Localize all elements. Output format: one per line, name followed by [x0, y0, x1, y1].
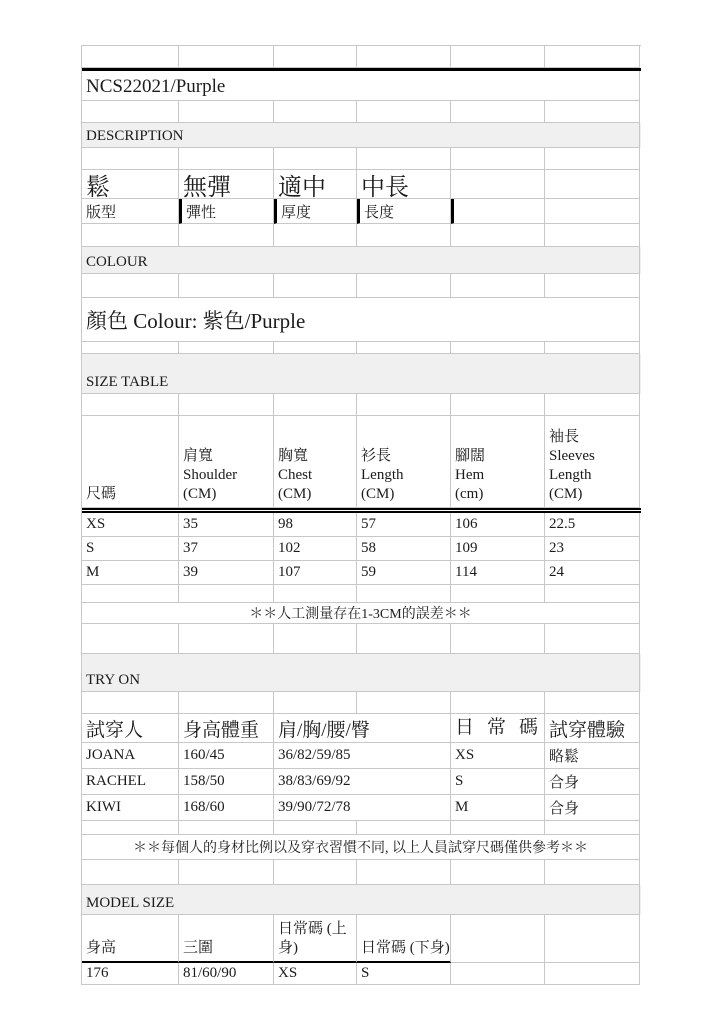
cell-hem: 114 [451, 561, 545, 585]
empty-row [82, 585, 641, 603]
attr-value: 適中 [274, 170, 357, 199]
section-header-label: SIZE TABLE [82, 354, 640, 394]
column-header: 身高體重 [179, 714, 274, 743]
cell-usual-size: M [451, 795, 545, 821]
size-table-section-header [82, 354, 641, 394]
empty-row [82, 860, 641, 885]
cell-model-measurements: 81/60/90 [179, 963, 274, 985]
attr-label: 厚度 [274, 199, 357, 224]
column-header: 身高 [82, 915, 179, 963]
cell-model-height: 176 [82, 963, 179, 985]
column-header: 胸寬 Chest (CM) [274, 416, 357, 508]
cell-chest: 98 [274, 513, 357, 537]
cell-height-weight: 160/45 [179, 743, 274, 769]
section-header-label: MODEL SIZE [82, 885, 640, 915]
attr-value: 鬆 [82, 170, 179, 199]
cell-fit-feedback: 合身 [545, 795, 640, 821]
attr-value: 無彈 [179, 170, 274, 199]
try-on-row [82, 743, 641, 769]
column-header: 尺碼 [82, 416, 179, 508]
try-on-header-row [82, 714, 641, 743]
column-header: 試穿人 [82, 714, 179, 743]
cell-usual-size: S [451, 769, 545, 795]
size-row-m [82, 561, 641, 585]
empty-row [82, 692, 641, 714]
empty-row [82, 224, 641, 247]
cell-size: M [82, 561, 179, 585]
cell-chest: 102 [274, 537, 357, 561]
empty-row [82, 148, 641, 170]
cell-chest: 107 [274, 561, 357, 585]
cell-sleeve: 24 [545, 561, 640, 585]
empty-row [82, 624, 641, 654]
product-spec-sheet [81, 45, 641, 985]
cell-fit-feedback: 合身 [545, 769, 640, 795]
model-size-section-header [82, 885, 641, 915]
cell-model-bottom-size: S [357, 963, 451, 985]
measurement-note: ＊＊人工測量存在1-3CM的誤差＊＊ [82, 603, 640, 624]
title-row [82, 68, 641, 101]
cell-tester: KIWI [82, 795, 179, 821]
cell-length: 59 [357, 561, 451, 585]
column-header: 腳闊 Hem (cm) [451, 416, 545, 508]
try-on-row [82, 795, 641, 821]
description-labels-row [82, 199, 641, 224]
cell-measurements: 38/83/69/92 [274, 769, 451, 795]
column-header: 試穿體驗 [545, 714, 640, 743]
colour-value-row [82, 298, 641, 342]
cell-sleeve: 22.5 [545, 513, 640, 537]
cell-shoulder: 37 [179, 537, 274, 561]
model-size-header-row [82, 915, 641, 963]
cell-tester: RACHEL [82, 769, 179, 795]
size-row-xs [82, 513, 641, 537]
cell-size: XS [82, 513, 179, 537]
product-title: NCS22021/Purple [82, 71, 640, 101]
empty-row [82, 821, 641, 835]
attr-label: 彈性 [179, 199, 274, 224]
column-header: 衫長 Length (CM) [357, 416, 451, 508]
colour-section-header [82, 247, 641, 274]
column-header: 日常碼 (上身) [274, 915, 357, 963]
cell-sleeve: 23 [545, 537, 640, 561]
cell-height-weight: 168/60 [179, 795, 274, 821]
cell-size: S [82, 537, 179, 561]
measurement-note-row [82, 603, 641, 624]
description-values-row [82, 170, 641, 199]
section-header-label: DESCRIPTION [82, 123, 640, 148]
column-header: 三圍 [179, 915, 274, 963]
cell-tester: JOANA [82, 743, 179, 769]
cell-height-weight: 158/50 [179, 769, 274, 795]
column-header: 日常碼 (下身) [357, 915, 451, 963]
section-header-label: TRY ON [82, 654, 640, 692]
empty-row [82, 342, 641, 354]
colour-value: 顏色 Colour: 紫色/Purple [82, 298, 640, 342]
size-row-s [82, 537, 641, 561]
cell-shoulder: 35 [179, 513, 274, 537]
column-header: 袖長 Sleeves Length (CM) [545, 416, 640, 508]
description-section-header [82, 123, 641, 148]
try-on-note: ＊＊每個人的身材比例以及穿衣習慣不同, 以上人員試穿尺碼僅供參考＊＊ [82, 835, 640, 860]
cell-hem: 106 [451, 513, 545, 537]
empty-row [82, 394, 641, 416]
cell-length: 57 [357, 513, 451, 537]
attr-label: 長度 [357, 199, 451, 224]
size-table-header-row [82, 416, 641, 513]
attr-label: 版型 [82, 199, 179, 224]
cell-shoulder: 39 [179, 561, 274, 585]
try-on-section-header [82, 654, 641, 692]
cell-model-top-size: XS [274, 963, 357, 985]
cell-measurements: 39/90/72/78 [274, 795, 451, 821]
try-on-note-row [82, 835, 641, 860]
cell-fit-feedback: 略鬆 [545, 743, 640, 769]
model-size-row [82, 963, 641, 985]
column-header: 日常碼 [451, 714, 545, 743]
empty-row [82, 101, 641, 123]
empty-row [82, 46, 641, 68]
column-header: 肩/胸/腰/臀 [274, 714, 451, 743]
empty-row [82, 274, 641, 298]
cell-length: 58 [357, 537, 451, 561]
cell-measurements: 36/82/59/85 [274, 743, 451, 769]
attr-value: 中長 [357, 170, 451, 199]
cell-usual-size: XS [451, 743, 545, 769]
try-on-row [82, 769, 641, 795]
column-header: 肩寬 Shoulder (CM) [179, 416, 274, 508]
section-header-label: COLOUR [82, 247, 640, 274]
cell-hem: 109 [451, 537, 545, 561]
